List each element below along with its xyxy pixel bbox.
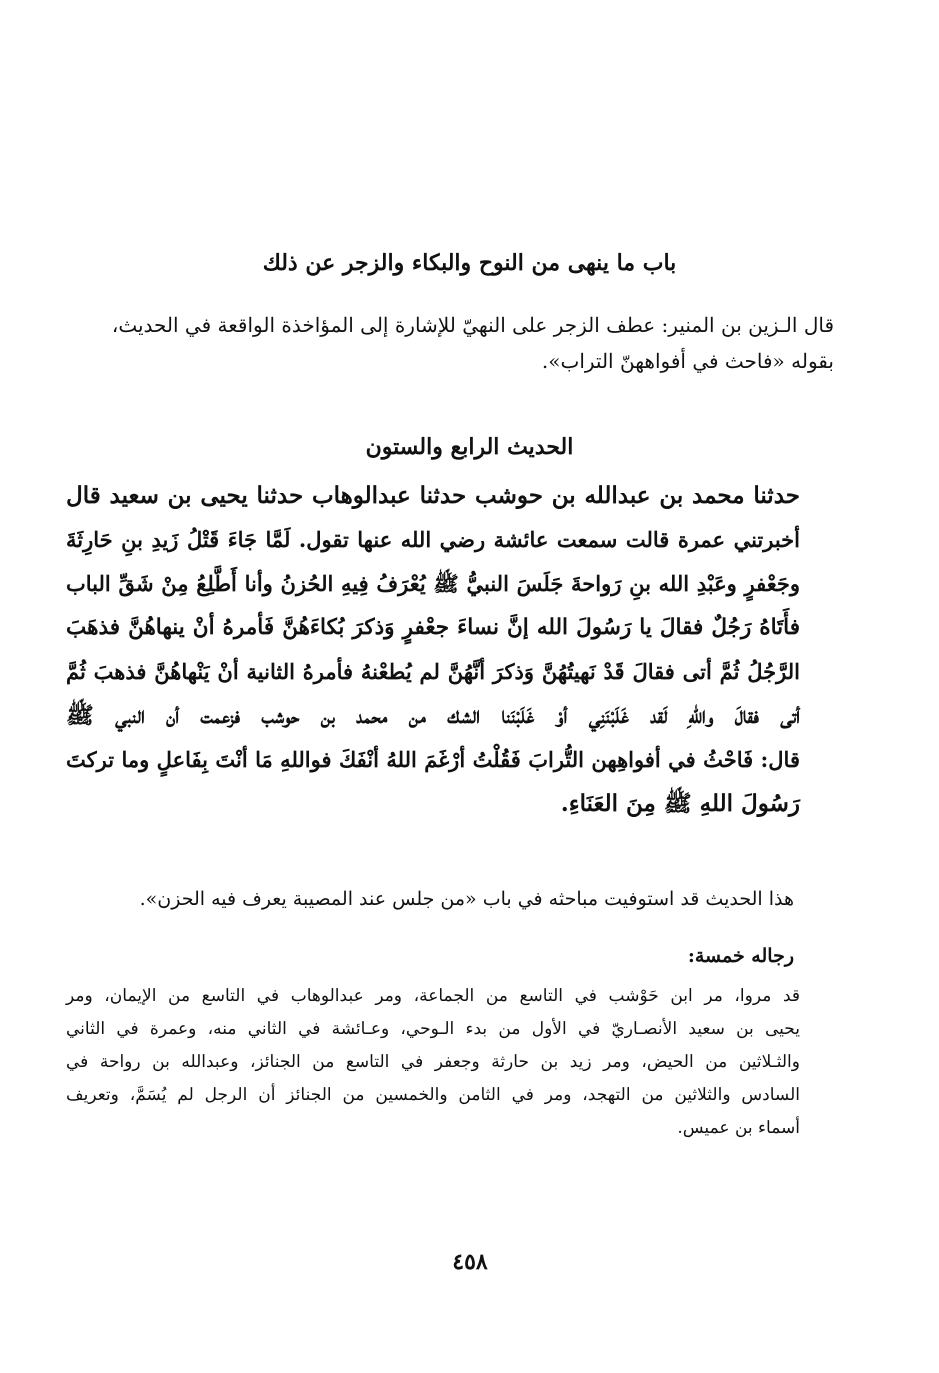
narrators-line: السادس والثلاثين من التهجد، ومر في الثامن والخمسين من الجنائز أن الرجل لم يُسَمَّ، وتعريف (66, 1085, 800, 1105)
narrators-line: والثـلاثين من الحيض، ومر زيد بن حارثة وجعفر في التاسع من الجنائز، وعبدالله بن رواحة في (66, 1052, 800, 1072)
commentary-note: هذا الحديث قد استوفيت مباحثه في باب «من جلس عند المصيبة يعرف فيه الحزن». (139, 888, 794, 910)
hadith-line: أخبرتني عمرة قالت سمعت عائشة رضي الله عنها تقول. لَمَّا جَاءَ قَتْلُ زَيدِ بنِ حَارِثَةَ (66, 527, 800, 552)
hadith-text (66, 474, 800, 826)
narrators-line: قد مروا، مر ابن حَوْشب في التاسع من الجماعة، ومر عبدالوهاب في التاسع من الإيمان، ومر (66, 986, 800, 1006)
narrators-line: أسماء بن عميس. (677, 1118, 800, 1138)
intro-line: بقوله «فاحث في أفواههنّ التراب». (541, 349, 834, 373)
hadith-line: أتى فقالَ واللهِ لَقد غَلَبْنَنِي أوْ غَلَبْنَنا الشك من محمد بن حوشب فزعمت أن النبي ﷺ (66, 702, 800, 729)
hadith-line: رَسُولَ اللهِ ﷺ مِنَ العَنَاءِ. (560, 790, 800, 817)
hadith-line: فأَتَاهُ رَجُلٌ فقالَ يا رَسُولَ الله إنَّ نساءَ جعْفرٍ وَذكرَ بُكاءَهُنَّ فَأمرهُ أنْ ينهاهُنَّ فذهَبَ (66, 615, 800, 640)
hadith-line: الرَّجُلُ ثُمَّ أتى فقالَ قَدْ نَهيتُهُنَّ وَذكرَ أنَّهُنَّ لم يُطعْنهُ فأمرهُ الثانية أنْ يَنْهاهُنَّ فذهبَ ثُمَّ (66, 659, 800, 684)
narrators-line: يحيى بن سعيد الأنصـاريّ في الأول من بدء الـوحي، وعـائشة في الثاني منه، وعمرة في الثاني (66, 1019, 800, 1039)
hadith-line: قال: فَاحْثُ في أفواهِهن التُّرابَ فَقُلْتُ أرْغَمَ اللهُ أنْفَكَ فواللهِ مَا أنْتَ بِفَاعلٍ وما تركتَ (66, 747, 800, 772)
intro-line: قال الـزين بن المنير: عطف الزجر على النهيّ للإشارة إلى المؤاخذة الواقعة في الحديث، (111, 313, 834, 337)
hadith-line: حدثنا محمد بن عبدالله بن حوشب حدثنا عبدالوهاب حدثنا يحيى بن سعيد قال (66, 482, 800, 509)
section-heading: باب ما ينهى من النوح والبكاء والزجر عن ذلك (262, 250, 677, 276)
narrators-heading: رجاله خمسة: (687, 945, 794, 967)
hadith-line: وجَعْفرٍ وعَبْدِ الله بنِ رَواحةَ جَلَسَ النبيُّ ﷺ يُعْرَفُ فِيهِ الحُزنُ وأنا أَطَّلِعُ مِنْ شَقِّ الباب (66, 571, 800, 596)
intro-paragraph (90, 307, 834, 379)
page-number: ٤٥٨ (452, 1249, 488, 1275)
narrators-paragraph (66, 980, 800, 1145)
hadith-heading: الحديث الرابع والستون (365, 434, 574, 460)
